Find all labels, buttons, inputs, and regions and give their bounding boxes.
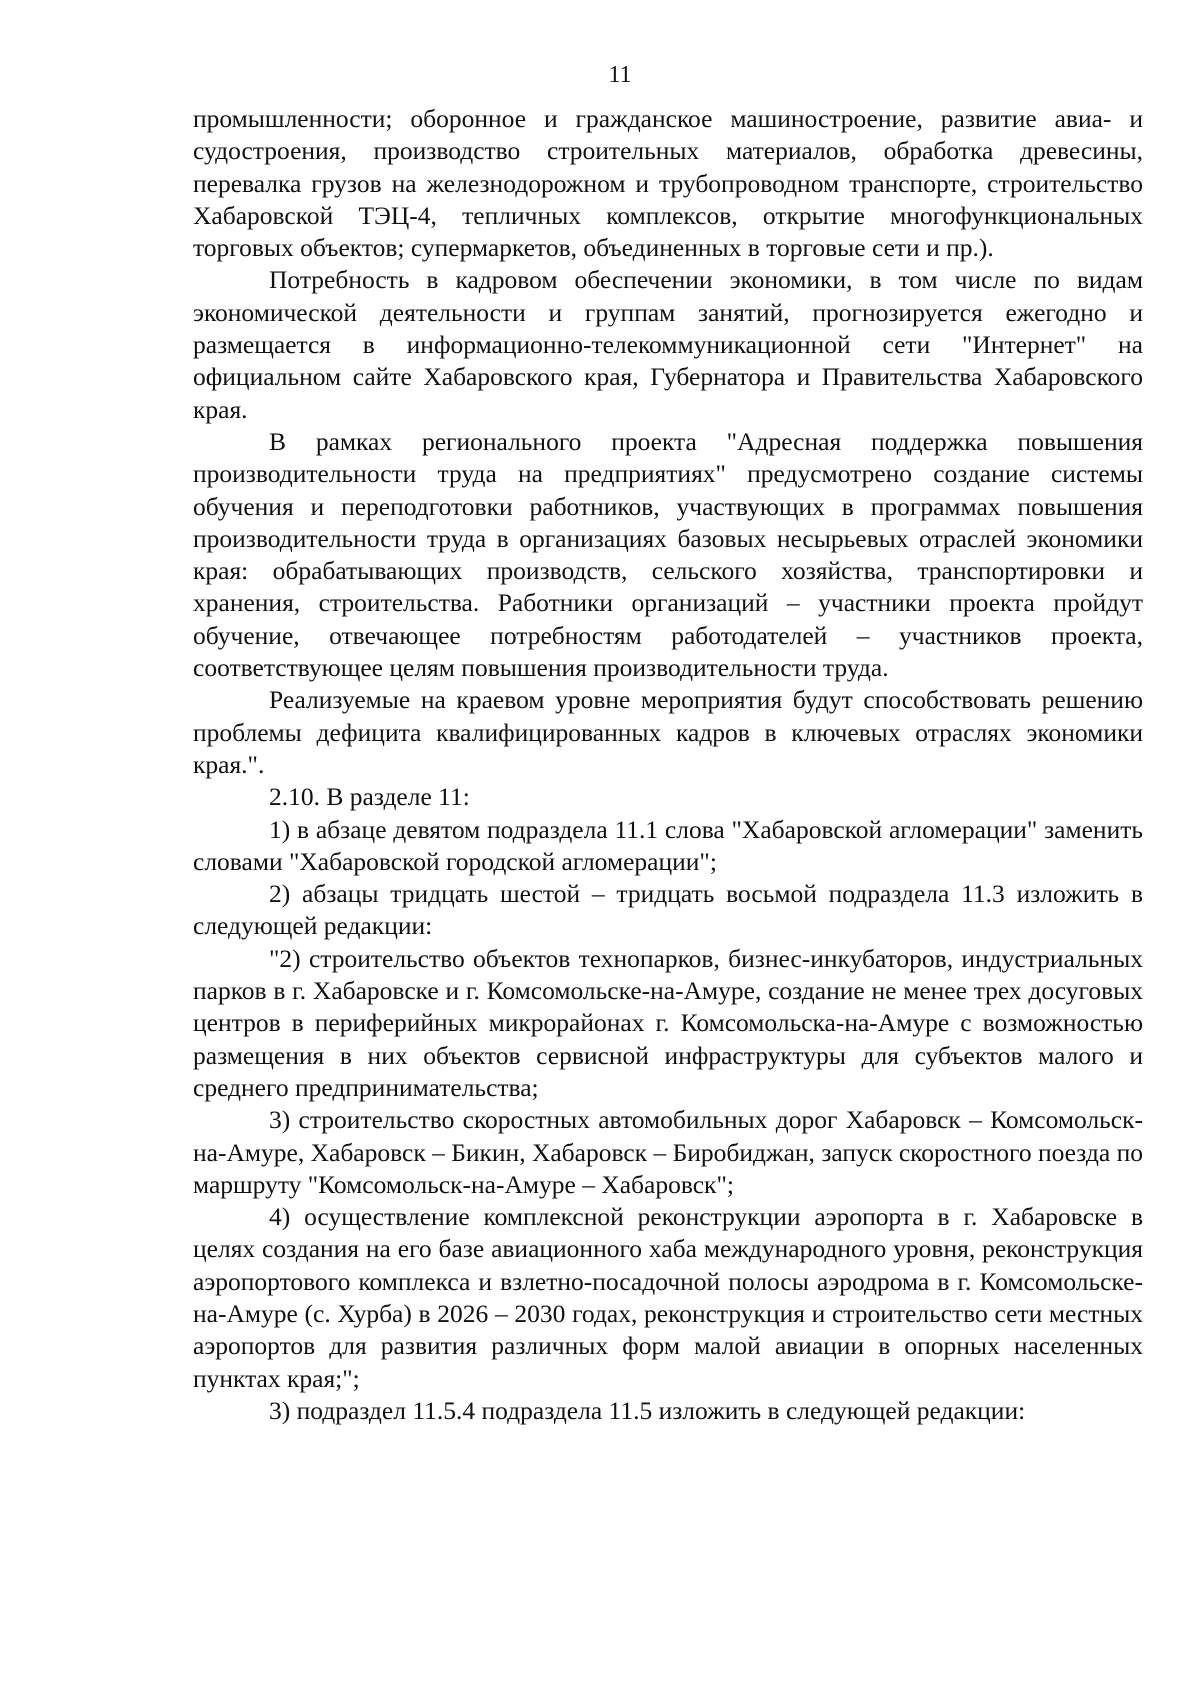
document-body [193, 103, 1143, 1427]
paragraph-industries-continued: промышленности; оборонное и гражданское машиностроение, развитие авиа- и судостроения, производство строительных материалов, обработка древесины, перевалка грузов на железнодорожном и трубопроводном транспорте, строительство Хабаровской ТЭЦ-4, тепличных комплексов, открытие многофункциональных торговых объектов; супермаркетов, объединенных в торговые сети и пр.). [193, 104, 1143, 263]
page-number: 11 [608, 62, 632, 88]
paragraph-staffing-forecast: Потребность в кадровом обеспечении экономики, в том числе по видам экономической деятельности и группам занятий, прогнозируется ежегодно и размещается в информационно-телекоммуникационной сети "Интернет" на официальном сайте Хабаровского края, Губернатора и Правительства Хабаровского края. [193, 265, 1143, 424]
paragraph-section-2-10: 2.10. В разделе 11: [269, 782, 470, 812]
paragraph-item-3-highways: 3) строительство скоростных автомобильных дорог Хабаровск – Комсомольск-на-Амуре, Хабаровск – Бикин, Хабаровск – Биробиджан, запуск скоростного поезда по маршруту "Комсомольск-на-Амуре – Хабаровск"; [193, 1105, 1143, 1199]
paragraph-amendment-1: 1) в абзаце девятом подраздела 11.1 слова "Хабаровской агломерации" заменить словами "Хабаровской городской агломерации"; [193, 814, 1143, 876]
paragraph-item-2-construction: "2) строительство объектов технопарков, бизнес-инкубаторов, индустриальных парков в г. Хабаровске и г. Комсомольске-на-Амуре, создание не менее трех досуговых центров в периферийных микрорайонах г. Комсомольска-на-Амуре с возможностью размещения в них объектов сервисной инфраструктуры для субъектов малого и среднего предпринимательства; [193, 943, 1143, 1102]
paragraph-regional-measures: Реализуемые на краевом уровне мероприятия будут способствовать решению проблемы дефицита квалифицированных кадров в ключевых отраслях экономики края.". [193, 685, 1143, 779]
paragraph-item-4-airport: 4) осуществление комплексной реконструкции аэропорта в г. Хабаровске в целях создания на его базе авиационного хаба международного уровня, реконструкция аэропортового комплекса и взлетно-посадочной полосы аэродрома в г. Комсомольске-на-Амуре (с. Хурба) в 2026 – 2030 годах, реконструкция и строительство сети местных аэропортов для развития различных форм малой авиации в опорных населенных пунктах края;"; [193, 1202, 1143, 1393]
paragraph-amendment-2: 2) абзацы тридцать шестой – тридцать восьмой подраздела 11.3 изложить в следующей редакции: [193, 879, 1143, 941]
paragraph-regional-project: В рамках регионального проекта "Адресная поддержка повышения производительности труда на предприятиях" предусмотрено создание системы обучения и переподготовки работников, участвующих в программах повышения производительности труда в организациях базовых несырьевых отраслей экономики края: обрабатывающих производств, сельского хозяйства, транспортировки и хранения, строительства. Работники организаций – участники проекта пройдут обучение, отвечающее потребностям работодателей – участников проекта, соответствующее целям повышения производительности труда. [193, 426, 1143, 683]
paragraph-amendment-3: 3) подраздел 11.5.4 подраздела 11.5 изложить в следующей редакции: [269, 1395, 1026, 1425]
